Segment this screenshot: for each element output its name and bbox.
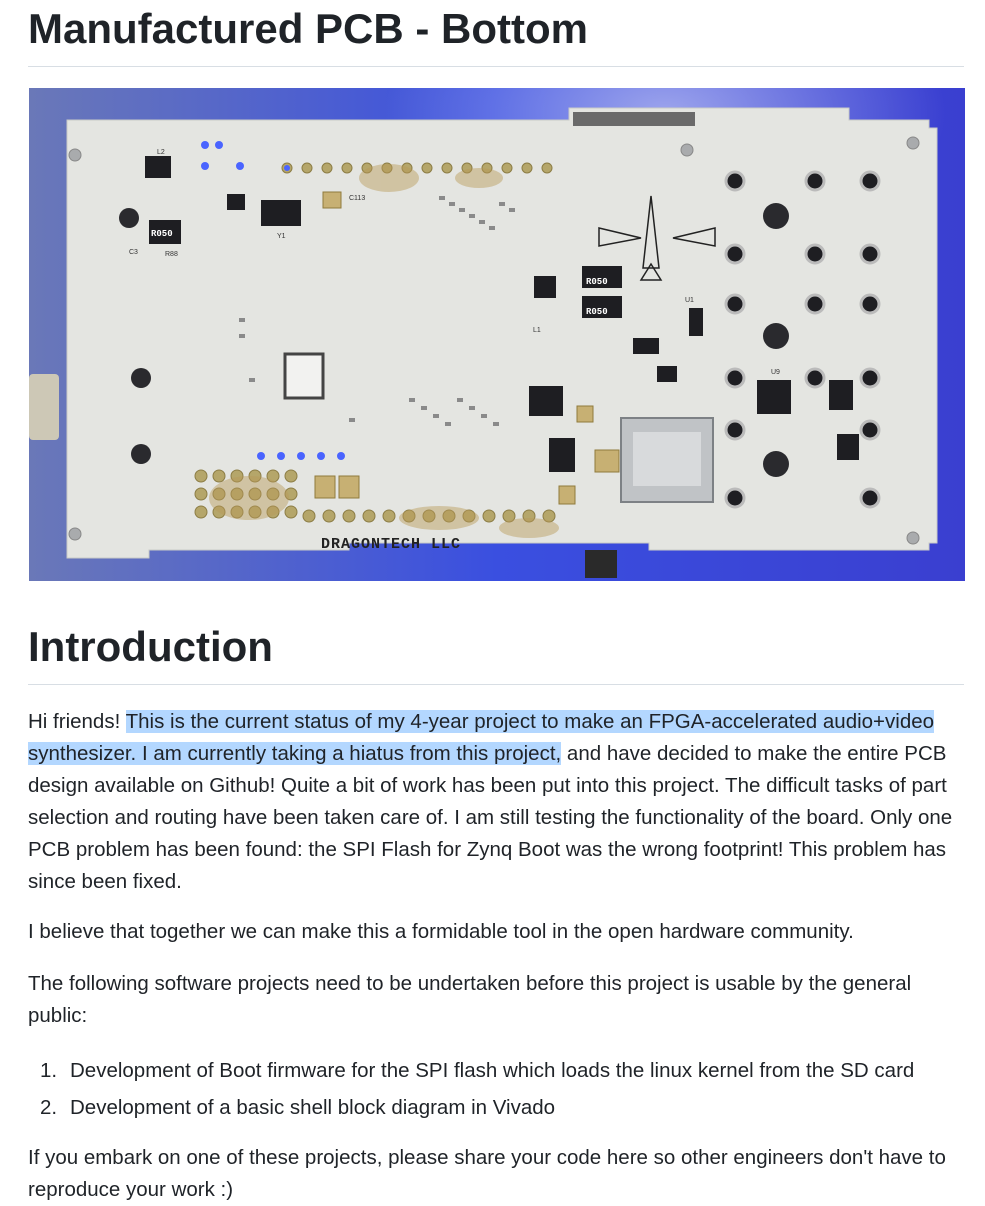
silk-r050-3: R050 (586, 307, 608, 317)
intro-paragraph-1 (28, 706, 968, 898)
usb-connector (29, 374, 59, 440)
silk-y1: Y1 (277, 233, 286, 240)
silk-u1: U1 (685, 297, 694, 304)
list-item (28, 1089, 968, 1126)
section-heading-pcb-bottom: Manufactured PCB - Bottom (28, 5, 588, 52)
list-text: Development of a basic shell block diagram in Vivado (70, 1096, 556, 1119)
silk-u9: U9 (771, 369, 780, 376)
crystal-y1 (261, 200, 301, 226)
list-item (28, 1052, 968, 1089)
module (285, 354, 323, 398)
board-label: DRAGONTECH LLC (321, 536, 462, 553)
intro-rest: and have decided to make the entire PCB design available on Github! Quite a bit of work has been put into this project. The difficult tasks of part selection and routing have been taken care of. I am still testing the functionality of the board. Only one PCB problem has been found: the SPI Flash for Zynq Boot was the wrong footprint! This problem has since been fixed. (28, 742, 953, 893)
heading-divider (28, 684, 964, 685)
intro-greeting: Hi friends! (28, 710, 126, 733)
silk-r050-1: R050 (151, 229, 173, 239)
intro-paragraph-4: If you embark on one of these projects, please share your code here so other engineers don't have to reproduce your work :) (28, 1146, 946, 1201)
text-selection: This is the current status of my 4-year project to make an FPGA-accelerated audio+video synthesizer. I am currently taking a hiatus from this project, (28, 710, 935, 765)
list-text: Development of Boot firmware for the SPI flash which loads the linux kernel from the SD card (70, 1059, 915, 1082)
pcb-photo (29, 88, 965, 581)
silk-r050-2: R050 (586, 277, 608, 287)
list-number: 1. (40, 1059, 58, 1082)
silk-c3: C3 (129, 249, 138, 256)
top-connector (573, 112, 695, 126)
section-heading-introduction: Introduction (28, 623, 273, 670)
intro-paragraph-3: The following software projects need to be undertaken before this project is usable by the general public: (28, 972, 912, 1027)
audio-jack (585, 550, 617, 578)
silk-c113: C113 (349, 195, 366, 202)
heading-divider (28, 66, 964, 67)
list-number: 2. (40, 1096, 58, 1119)
silk-r88: R88 (165, 251, 178, 258)
silk-l2: L2 (157, 149, 165, 156)
intro-paragraph-2: I believe that together we can make this a formidable tool in the open hardware community. (28, 920, 854, 943)
ic-l2 (145, 156, 171, 178)
software-project-list (28, 1052, 968, 1126)
ic-u9 (757, 380, 791, 414)
silk-l1: L1 (533, 327, 541, 334)
